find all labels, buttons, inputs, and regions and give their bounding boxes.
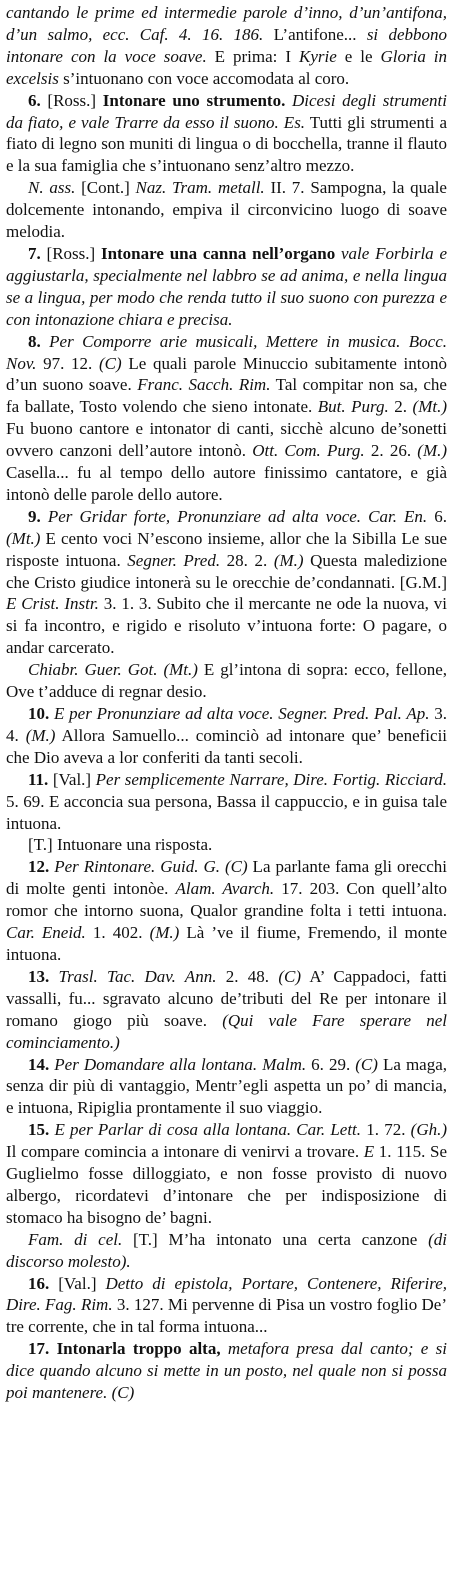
- entry-number: 6.: [28, 90, 41, 110]
- entry-text: Per Gridar forte, Pronunziare ad alta voce. Car. En.: [47, 506, 428, 526]
- entry-text: Alam. Avarch.: [175, 879, 275, 899]
- entry-text: [Ross.]: [40, 90, 103, 110]
- entry-text: E gl’intona di sopra: ecco, fellone, Ove t’adduce di regnar desio.: [6, 660, 447, 702]
- entry-text: Detto di epistola, Portare, Contenere, Riferire, Dire. Fag. Rim.: [6, 1273, 447, 1315]
- dictionary-entry: [6, 177, 447, 243]
- entry-text: (Mt.): [412, 397, 447, 417]
- entry-text: Questa maledizione che Cristo giudice intonerà su le orecchie de’condannati. [G.M.]: [6, 550, 447, 592]
- entry-text: 3. 127. Mi pervenne di Pisa un vostro foglio De’ tre corrente, che in tal forma intuona...: [6, 1295, 447, 1337]
- entry-text: Fu buono cantore e intonator di canti, sicchè alcuno de’sonetti ovvero canzoni dell’autore intonò.: [6, 419, 447, 461]
- entry-text: L’antifone...: [263, 24, 367, 44]
- entry-text: (M.): [25, 725, 56, 745]
- entry-text: Kyrie: [298, 46, 337, 66]
- entry-text: Per Comporre arie musicali, Mettere in musica. Bocc. Nov.: [6, 331, 447, 373]
- entry-text: Ott. Com. Purg.: [252, 441, 365, 461]
- entry-text: E: [363, 1142, 375, 1162]
- entry-text: Intonare uno strumento.: [102, 90, 286, 110]
- entry-text: Per semplicemente Narrare, Dire. Fortig. Ricciard.: [95, 769, 447, 789]
- entry-text: [49, 967, 58, 986]
- entry-text: Per Rintonare. Guid. G. (C): [54, 857, 248, 877]
- entry-text: (C): [98, 353, 122, 373]
- entry-text: Trasl. Tac. Dav. Ann.: [58, 966, 217, 986]
- entry-number: 8.: [28, 331, 41, 351]
- entry-text: Allora Samuello... cominciò ad intonare que’ beneficii che Dio aveva a lor conferiti da tanti secoli.: [6, 725, 448, 767]
- entry-text: La parlante fama gli orecchi di molte genti intonòe.: [6, 857, 447, 899]
- dictionary-entry: [6, 769, 447, 835]
- dictionary-entry: [6, 856, 447, 966]
- entry-text: 28. 2.: [220, 550, 274, 570]
- entry-text: 2. 26.: [364, 441, 418, 461]
- entry-text: 97. 12.: [36, 353, 99, 373]
- dictionary-entry: [6, 659, 447, 703]
- entry-text: (C): [355, 1054, 378, 1074]
- entry-text: [285, 91, 292, 110]
- entry-text: Dicesi degli strumenti da fiato, e vale Trarre da esso il suono. Es.: [6, 90, 447, 132]
- entry-text: 1. 402.: [85, 923, 150, 943]
- entry-number: 7.: [28, 243, 41, 263]
- entry-number: 10.: [28, 704, 50, 723]
- entry-text: Le quali parole Minuccio subitamente intonò d’un suono soave.: [6, 353, 448, 395]
- dictionary-entry: [6, 834, 447, 856]
- dictionary-entry: [6, 243, 447, 331]
- entry-number: 9.: [28, 506, 41, 526]
- entry-text: Casella... fu al tempo dello autore finissimo cantatore, e già intonò delle parole dello autore.: [6, 463, 447, 504]
- entry-text: 2.: [388, 397, 413, 417]
- entry-text: (M.): [417, 441, 448, 461]
- entry-number: 17.: [28, 1339, 50, 1359]
- entry-text: II. 7. Sampogna, la quale dolcemente intonando, empiva il circonvicino luogo di soave melodia.: [6, 178, 447, 242]
- entry-text: (Qui vale Fare sperare nel cominciamento.): [6, 1010, 447, 1052]
- entry-text: A’ Cappadoci, fatti vassalli, fu... sgravato alcuno de’tributi del Re per intonare il romano giogo più soave.: [6, 966, 448, 1030]
- entry-text: (Gh.): [410, 1120, 448, 1140]
- entry-text: (Mt.): [6, 528, 41, 548]
- entry-text: e le: [336, 46, 381, 66]
- entry-number: 11.: [28, 769, 49, 789]
- entry-text: E per Parlar di cosa alla lontana. Car. Lett.: [54, 1120, 362, 1140]
- entry-text: Segner. Pred.: [127, 550, 221, 570]
- entry-text: metafora presa dal canto; e si dice quando alcuno si mette in un posto, nel quale non si possa poi mantenere. (C): [6, 1339, 447, 1403]
- entry-text: 1. 115. Se Guglielmo fosse dilloggiato, e non fosse provisto di nuovo albergo, ricordatevi d’intonare che per indisposizione di stomaco ha bisogno de’ bagni.: [6, 1142, 448, 1227]
- dictionary-entry: [6, 966, 447, 1054]
- entry-text: [41, 507, 48, 526]
- entry-text: Tal compitar non sa, che fa ballate, Tosto volendo che sieno intonate.: [6, 375, 447, 417]
- entry-text: Franc. Sacch. Rim.: [137, 375, 271, 395]
- entry-text: 17. 203. Con quell’alto romor che intorno suona, Qualor grandine folta i tetti intuona.: [6, 879, 447, 921]
- entry-text: Tutti gli strumenti a fiato di legno son muniti di lingua o di bocchella, tranne il flauto e la sua famiglia che s’intuonano senz’altro mezzo.: [6, 112, 447, 176]
- entry-text: (M.): [149, 923, 180, 943]
- entry-number: 14.: [28, 1054, 50, 1074]
- entry-text: [Ross.]: [40, 243, 101, 263]
- entry-text: [Val.]: [49, 1273, 106, 1293]
- entry-text: Naz. Tram. metall.: [135, 178, 265, 198]
- dictionary-entry: [6, 2, 447, 90]
- entry-text: 6. 29.: [306, 1054, 356, 1074]
- entry-text: Car. Eneid.: [6, 923, 86, 943]
- entry-number: 12.: [28, 857, 50, 877]
- dictionary-entry: [6, 1273, 447, 1339]
- entry-text: E prima: I: [206, 46, 299, 66]
- entry-text: [41, 332, 49, 351]
- entry-text: [T.] Intuonare una risposta.: [28, 835, 213, 855]
- entry-text: Intonarla troppo alta,: [56, 1339, 221, 1359]
- entry-text: [49, 1339, 56, 1358]
- entry-text: E Crist. Instr.: [6, 594, 99, 614]
- dictionary-entry: [6, 703, 447, 769]
- entry-number: 13.: [28, 966, 50, 986]
- entry-text: Gloria in excelsis: [6, 46, 448, 88]
- dictionary-entry: [6, 506, 447, 659]
- entry-text: Chiabr. Guer. Got. (Mt.): [28, 660, 198, 680]
- entry-text: [T.] M’ha intonato una certa canzone: [122, 1229, 429, 1249]
- entry-text: [Val.]: [48, 769, 96, 789]
- entry-text: Fam. di cel.: [28, 1229, 123, 1249]
- entry-text: (M.): [273, 550, 304, 570]
- dictionary-entry: [6, 90, 447, 178]
- entry-text: [Cont.]: [75, 178, 136, 198]
- dictionary-entry: [6, 1338, 447, 1404]
- entry-text: But. Purg.: [317, 397, 389, 417]
- entry-text: Per Domandare alla lontana. Malm.: [54, 1054, 307, 1074]
- entry-text: [221, 1339, 228, 1358]
- entry-text: La maga, senza dir più di vantaggio, Mentr’egli aspetta un po’ di mancia, e intuona, Ripiglia prontamente il suo viaggio.: [6, 1054, 448, 1118]
- dictionary-entry: [6, 1119, 447, 1229]
- entry-text: Intonare una canna nell’organo: [100, 243, 336, 263]
- entry-text: 3. 4.: [6, 704, 448, 745]
- entry-text: vale Forbirla e aggiustarla, specialmente nel labbro se ad anima, e nella lingua se a lingua, per modo che renda tutto il suo suono con purezza e con intonazione chiara e precisa.: [6, 243, 447, 329]
- entry-text: N. ass.: [28, 178, 76, 198]
- entry-text: 2. 48.: [216, 966, 279, 986]
- entry-text: cantando le prime ed intermedie parole d’inno, d’un’antifona, d’un salmo, ecc. Caf. 4. 16. 186.: [6, 3, 447, 44]
- entry-number: 15.: [28, 1120, 50, 1140]
- entry-text: s’intuonano con voce accomodata al coro.: [58, 68, 350, 88]
- dictionary-entry: [6, 1229, 447, 1273]
- entry-text: E per Pronunziare ad alta voce. Segner. Pred. Pal. Ap.: [54, 704, 430, 723]
- entry-text: E cento voci N’escono insieme, allor che la Sibilla Le sue risposte intuona.: [6, 528, 447, 570]
- dictionary-entry: [6, 331, 447, 506]
- entry-text: (di discorso molesto).: [6, 1229, 448, 1271]
- entry-text: 1. 72.: [361, 1120, 411, 1140]
- entry-text: 3. 1. 3. Subito che il mercante ne ode la nuova, vi si fa incontro, e rigido e risoluto v’intuona forte: O pagare, o andar carcerato.: [6, 594, 448, 658]
- entry-text: (C): [278, 966, 301, 986]
- entry-text: Il compare comincia a intonare di venirvi a trovare.: [6, 1142, 364, 1162]
- entry-text: Là ’ve il fiume, Fremendo, il monte intuona.: [6, 923, 448, 964]
- entry-text: 6.: [427, 506, 448, 526]
- entry-text: 5. 69. E acconcia sua persona, Bassa il cappuccio, e in guisa tale intuona.: [6, 791, 447, 833]
- entry-text: si debbono intonare con la voce soave.: [6, 24, 447, 66]
- entry-number: 16.: [28, 1273, 50, 1293]
- dictionary-entry: [6, 1054, 447, 1120]
